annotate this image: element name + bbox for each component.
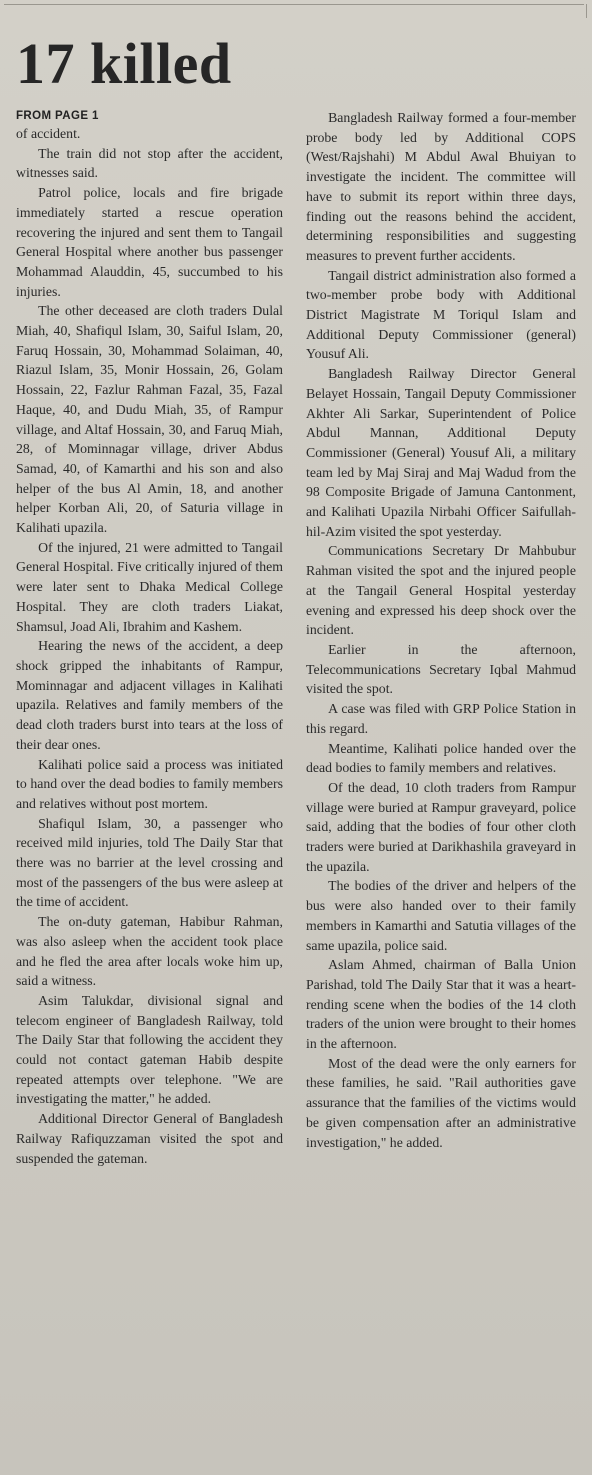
- continuation-kicker: FROM PAGE 1: [16, 110, 99, 122]
- paragraph: Meantime, Kalihati police handed over the dead bodies to family members and relatives.: [306, 740, 576, 776]
- corner-rule: [586, 4, 587, 18]
- paragraph: Bangladesh Railway formed a four-member probe body led by Additional COPS (West/Rajshahi) M Abdul Awal Bhuiyan to investigate the incident. The committee will have to submit its report within three days, finding out the reasons behind the accident, determining responsibilities and suggesting measures to prevent further accidents.: [306, 110, 576, 263]
- paragraph: The on-duty gateman, Habibur Rahman, was also asleep when the accident took place and he fled the area after locals woke him up, said a witness.: [16, 914, 283, 989]
- paragraph: Kalihati police said a process was initiated to hand over the dead bodies to family members and relatives without post mortem.: [16, 756, 283, 811]
- headline: 17 killed: [16, 31, 232, 96]
- paragraph: Hearing the news of the accident, a deep shock gripped the inhabitants of Rampur, Mominnagar and adjacent villages in Kalihati upazila. Relatives and family members of the dead cloth traders burst into tears at the loss of their dear ones.: [16, 638, 283, 752]
- paragraph: A case was filed with GRP Police Station in this regard.: [306, 701, 576, 736]
- paragraph: Tangail district administration also formed a two-member probe body with Additional District Magistrate M Toriqul Islam and Additional Deputy Commissioner (general) Yousuf Ali.: [306, 267, 576, 362]
- paragraph: The bodies of the driver and helpers of the bus were also handed over to their family members in Kamarthi and Satutia villages of the same upazila, police said.: [306, 878, 576, 953]
- paragraph: Earlier in the afternoon, Telecommunications Secretary Iqbal Mahmud visited the spot.: [306, 641, 576, 697]
- paragraph: The train did not stop after the accident, witnesses said.: [16, 145, 283, 181]
- paragraph: Aslam Ahmed, chairman of Balla Union Parishad, told The Daily Star that it was a heart-rending scene when the bodies of the 14 cloth traders of the union were brought to their homes in the afternoon.: [306, 957, 576, 1052]
- top-rule: [4, 4, 584, 5]
- paragraph: of accident.: [16, 126, 81, 141]
- paragraph: Of the injured, 21 were admitted to Tangail General Hospital. Five critically injured of them were later sent to Dhaka Medical College Hospital. They are cloth traders Liakat, Shamsul, Joad Ali, Ibrahim and Kashem.: [16, 539, 283, 634]
- paragraph: Asim Talukdar, divisional signal and telecom engineer of Bangladesh Railway, told The Daily Star that following the accident they could not contact gateman Habib despite repeated attempts over telephone. "We are investigating the matter," he added.: [16, 992, 283, 1107]
- column-body-left: [16, 124, 283, 1168]
- paragraph: Most of the dead were the only earners for these families, he said. "Rail authorities gave assurance that the families of the victims would be given compensation after an administrative investigation," he added.: [306, 1055, 576, 1150]
- article-column-right: [306, 108, 576, 1467]
- paragraph: Shafiqul Islam, 30, a passenger who received mild injuries, told The Daily Star that there was no barrier at the level crossing and most of the passengers of the bus were asleep at the time of accident.: [16, 815, 283, 910]
- paragraph: Communications Secretary Dr Mahbubur Rahman visited the spot and the injured people at the Tangail General Hospital yesterday evening and expressed his deep shock over the incident.: [306, 543, 576, 638]
- article-column-left: [16, 108, 283, 1467]
- paragraph: Patrol police, locals and fire brigade immediately started a rescue operation recovering the injured and sent them to Tangail General Hospital where another bus passenger Mohammad Alauddin, 45, succumbed to his injuries.: [16, 185, 283, 299]
- paragraph: Bangladesh Railway Director General Belayet Hossain, Tangail Deputy Commissioner Akhter Ali Sarkar, Superintendent of Police Abdul Mannan, Additional Deputy Commissioner (General) Yousuf Ali, a military team led by Maj Siraj and Maj Wadud from the 98 Composite Brigade of Jamuna Cantonment, and Kalihati Upazila Nirbahi Officer Saifullah-hil-Azim visited the spot yesterday.: [306, 366, 576, 539]
- paragraph: Additional Director General of Bangladesh Railway Rafiquzzaman visited the spot and suspended the gateman.: [16, 1111, 283, 1166]
- paragraph: The other deceased are cloth traders Dulal Miah, 40, Shafiqul Islam, 30, Saiful Islam, 20, Faruq Hossain, 30, Mohammad Solaiman, 40, Riazul Islam, 35, Monir Hossain, 26, Golam Hossain, 22, Fazlur Rahman Fazal, 35, Fazal Haque, 40, and Dudu Miah, 35, of Rampur village, and Altaf Hossain, 30, and Faruq Miah, 28, of Mominnagar village, driver Abdus Samad, 40, of Kamarthi and his son and also helper of the bus Al Amin, 18, and another helper Korban Ali, 20, of Saturia village in Kalihati upazila.: [16, 303, 283, 536]
- paragraph: Of the dead, 10 cloth traders from Rampur village were buried at Rampur graveyard, police said, adding that the bodies of four other cloth traders were buried at Darikhashila graveyard in the upazila.: [306, 779, 576, 874]
